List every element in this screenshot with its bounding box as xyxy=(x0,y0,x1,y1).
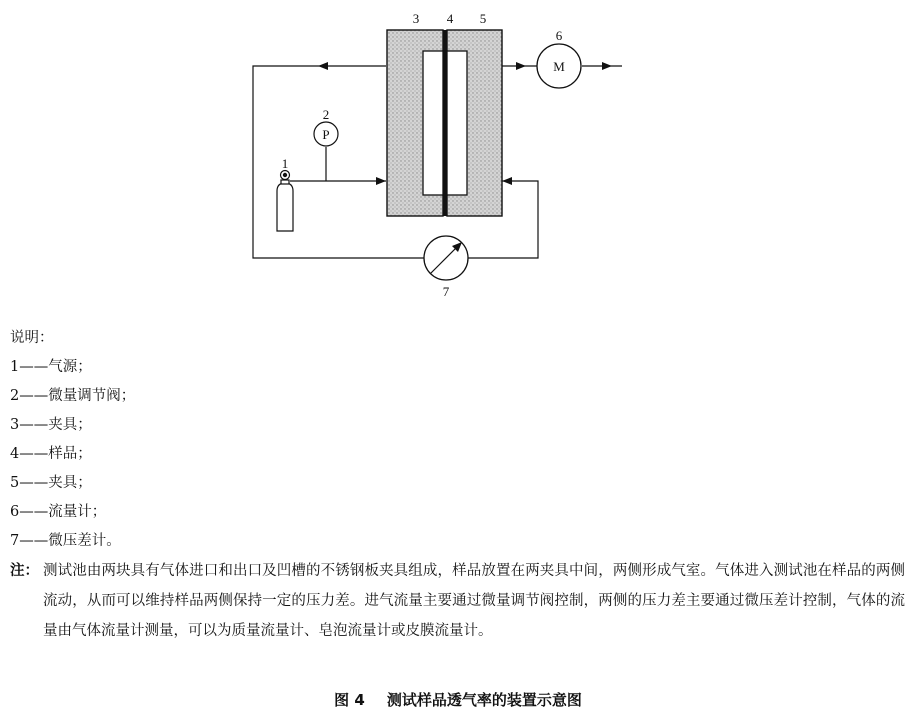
note-head: 注： xyxy=(10,562,39,579)
arrow-into-holder-right xyxy=(502,177,512,185)
legend-dash: —— xyxy=(19,446,49,462)
arrow-out-right xyxy=(516,62,526,70)
micro-valve-icon xyxy=(314,122,338,146)
legend-explanation xyxy=(10,324,135,556)
legend-item xyxy=(10,382,135,411)
test-cell xyxy=(387,30,502,216)
legend-dash: —— xyxy=(19,475,49,491)
figure-number: 图 4 xyxy=(334,691,365,709)
legend-heading: 说明： xyxy=(10,330,54,346)
figure-title: 测试样品透气率的装置示意图 xyxy=(386,691,582,709)
legend-item xyxy=(10,440,135,469)
legend-item xyxy=(10,353,135,382)
gas-cylinder-icon xyxy=(277,171,293,232)
label-2: 2 xyxy=(322,107,330,122)
legend-num: 6 xyxy=(10,504,20,520)
note-block xyxy=(10,556,905,646)
legend-dash: —— xyxy=(19,533,49,549)
legend-item xyxy=(10,527,135,556)
legend-text: 气源； xyxy=(48,359,92,375)
label-5: 5 xyxy=(479,11,487,26)
legend-num: 3 xyxy=(10,417,20,433)
legend-num: 7 xyxy=(10,533,20,549)
apparatus-diagram xyxy=(0,0,916,300)
note-text: 测试池由两块具有气体进口和出口及凹槽的不锈钢板夹具组成，样品放置在两夹具中间，两侧形成气室。气体进入测试池在样品的两侧流动，从而可以维持样品两侧保持一定的压力差。进气流量主要通过微量调节阀控制，两侧的压力差主要通过微压差计控制，气体的流量由气体流量计测量，可以为质量流量计、皂泡流量计或皮膜流量计。 xyxy=(43,563,905,639)
legend-text: 微压差计。 xyxy=(48,533,121,549)
valve-symbol: P xyxy=(322,127,330,142)
legend-text: 流量计； xyxy=(48,504,107,520)
label-3: 3 xyxy=(412,11,420,26)
label-4: 4 xyxy=(446,11,454,26)
legend-dash: —— xyxy=(19,417,49,433)
sample-membrane xyxy=(443,30,447,216)
legend-text: 微量调节阀； xyxy=(48,388,136,404)
legend-item xyxy=(10,469,135,498)
legend-item xyxy=(10,411,135,440)
label-7: 7 xyxy=(442,284,450,299)
label-6: 6 xyxy=(555,28,563,43)
legend-item xyxy=(10,498,135,527)
legend-num: 5 xyxy=(10,475,20,491)
chamber-left xyxy=(423,51,443,195)
pressure-gauge-icon xyxy=(424,236,468,280)
flow-meter-icon xyxy=(537,44,581,88)
chamber-right xyxy=(447,51,467,195)
legend-num: 4 xyxy=(10,446,20,462)
legend-text: 样品； xyxy=(48,446,92,462)
legend-text: 夹具； xyxy=(48,475,92,491)
legend-num: 2 xyxy=(10,388,20,404)
arrow-left-top xyxy=(318,62,328,70)
meter-symbol: M xyxy=(553,59,565,74)
legend-dash: —— xyxy=(19,388,49,404)
legend-num: 1 xyxy=(10,359,20,375)
legend-dash: —— xyxy=(19,504,49,520)
legend-text: 夹具； xyxy=(48,417,92,433)
arrow-meter-out xyxy=(602,62,612,70)
legend-dash: —— xyxy=(19,359,49,375)
arrow-into-holder xyxy=(376,177,386,185)
figure-caption xyxy=(0,689,916,710)
label-1: 1 xyxy=(281,156,289,171)
